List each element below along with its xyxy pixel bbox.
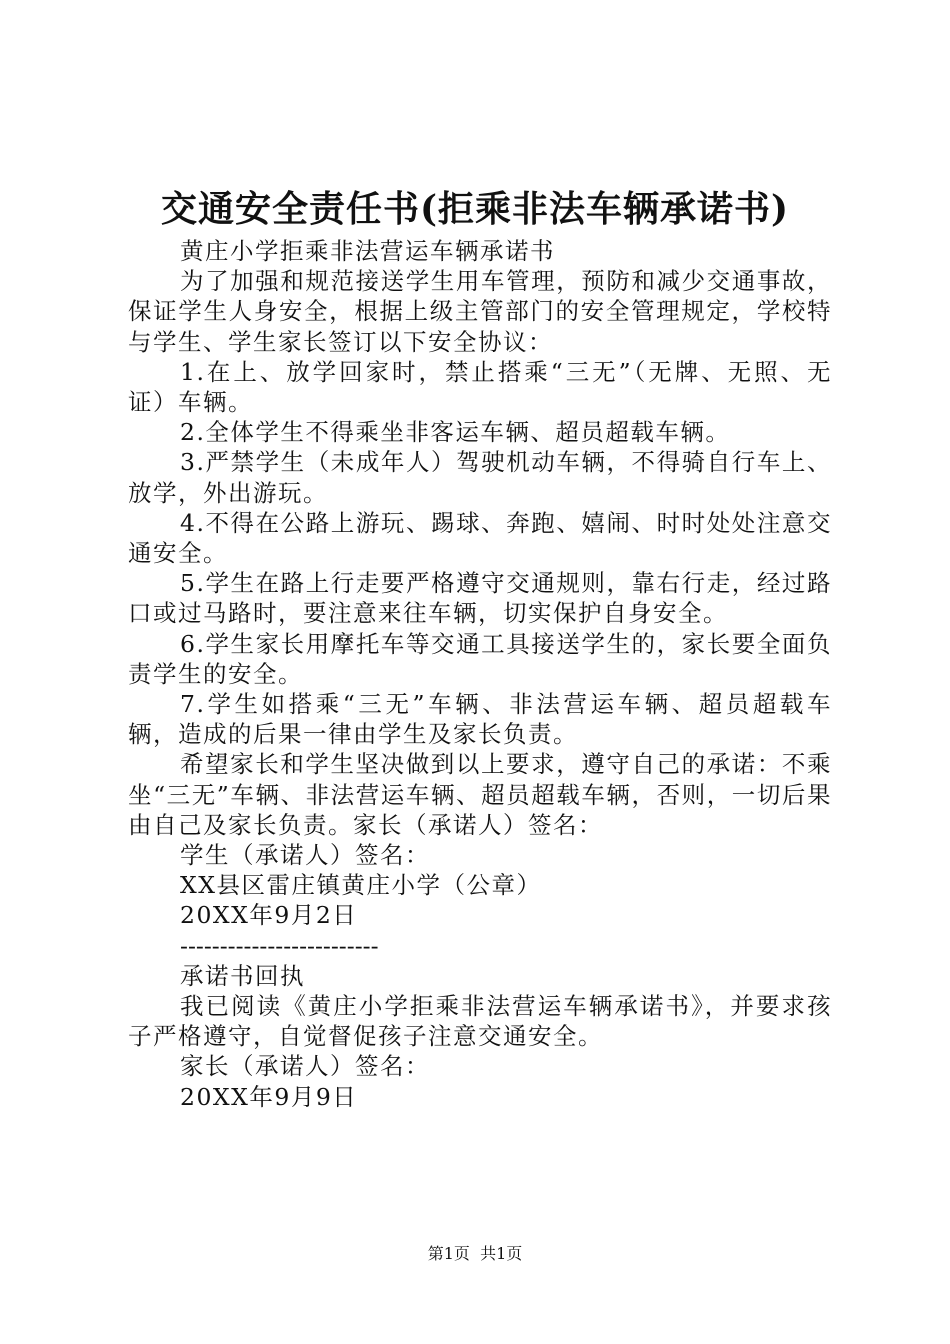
document-body — [128, 236, 832, 1112]
paragraph-commitment: 希望家长和学生坚决做到以上要求，遵守自己的承诺：不乘坐“三无”车辆、非法营运车辆、超员超载车辆，否则，一切后果由自己及家长负责。家长（承诺人）签名： — [128, 750, 832, 839]
paragraph-intro: 为了加强和规范接送学生用车管理，预防和减少交通事故，保证学生人身安全，根据上级主管部门的安全管理规定，学校特与学生、学生家长签订以下安全协议： — [128, 267, 832, 356]
document-title: 交通安全责任书(拒乘非法车辆承诺书) — [160, 188, 790, 230]
paragraph-item-7: 7.学生如搭乘“三无”车辆、非法营运车辆、超员超载车辆，造成的后果一律由学生及家长负责。 — [128, 690, 832, 749]
school-seal-line: XX县区雷庄镇黄庄小学（公章） — [180, 871, 542, 900]
student-signature-line: 学生（承诺人）签名： — [180, 841, 430, 870]
paragraph-subtitle: 黄庄小学拒乘非法营运车辆承诺书 — [180, 237, 555, 265]
receipt-statement: 我已阅读《黄庄小学拒乘非法营运车辆承诺书》，并要求孩子严格遵守，自觉督促孩子注意交通安全。 — [128, 992, 832, 1051]
paragraph-item-6: 6.学生家长用摩托车等交通工具接送学生的，家长要全面负责学生的安全。 — [128, 629, 832, 688]
receipt-date: 20XX年9月9日 — [180, 1082, 358, 1111]
paragraph-item-2: 2.全体学生不得乘坐非客运车辆、超员超载车辆。 — [180, 418, 731, 447]
receipt-title: 承诺书回执 — [180, 961, 305, 990]
page-footer: 第1页 共1页 — [427, 1244, 523, 1263]
paragraph-item-1: 1.在上、放学回家时，禁止搭乘“三无”（无牌、无照、无证）车辆。 — [128, 357, 832, 417]
parent-signature-line: 家长（承诺人）签名： — [180, 1052, 430, 1081]
paragraph-item-3: 3.严禁学生（未成年人）驾驶机动车辆，不得骑自行车上、放学，外出游玩。 — [128, 448, 832, 507]
paragraph-item-5: 5.学生在路上行走要严格遵守交通规则，靠右行走，经过路口或过马路时，要注意来往车辆，切实保护自身安全。 — [128, 569, 832, 628]
paragraph-item-4: 4.不得在公路上游玩、踢球、奔跑、嬉闹、时时处处注意交通安全。 — [128, 508, 832, 568]
issue-date: 20XX年9月2日 — [180, 901, 358, 930]
cut-separator: ------------------------- — [180, 931, 379, 960]
